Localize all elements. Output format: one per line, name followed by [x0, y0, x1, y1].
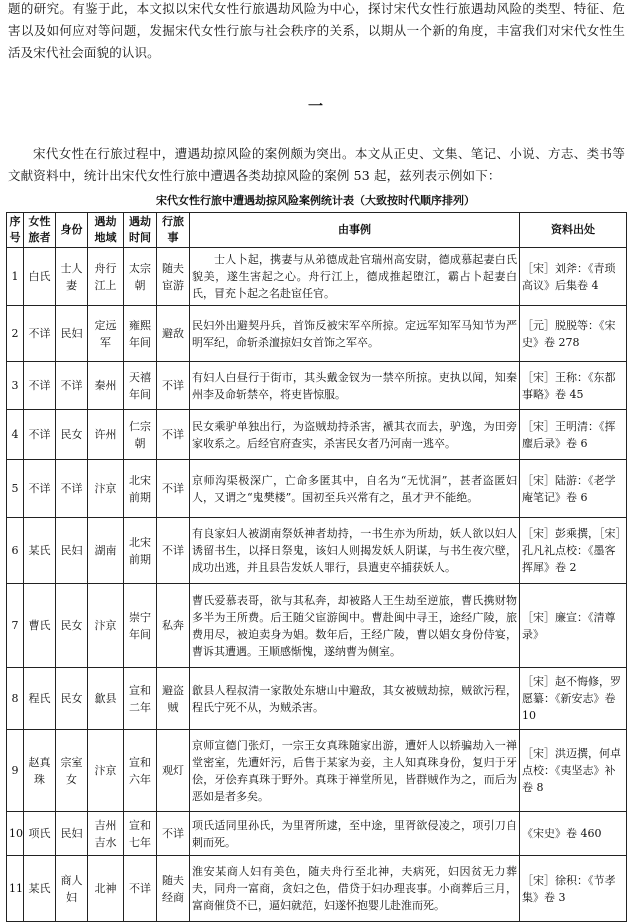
cell-traveler: 不详 [24, 306, 56, 362]
cell-event: 歙县人程叔清一家散处东塘山中避敌，其女被贼劫掠，贼欲污程，程氏宁死不从，为贼杀害。 [190, 668, 520, 730]
table-row [7, 730, 627, 812]
table-row [7, 248, 627, 306]
cell-purpose: 随夫经商 [157, 856, 190, 922]
cell-no: 3 [7, 362, 24, 410]
cell-identity: 不详 [56, 460, 88, 518]
cell-no: 9 [7, 730, 24, 812]
cell-no: 11 [7, 856, 24, 922]
cell-time: 不详 [124, 856, 157, 922]
cell-traveler: 不详 [24, 460, 56, 518]
cell-identity: 民女 [56, 584, 88, 668]
cell-time: 太宗朝 [124, 248, 157, 306]
cell-identity: 不详 [56, 362, 88, 410]
cell-time: 仁宗朝 [124, 410, 157, 460]
cell-region: 歙县 [88, 668, 124, 730]
table-row [7, 584, 627, 668]
cell-region: 汴京 [88, 460, 124, 518]
cell-purpose: 不详 [157, 518, 190, 584]
cell-purpose: 私奔 [157, 584, 190, 668]
cell-traveler: 白氏 [24, 248, 56, 306]
table-caption: 宋代女性行旅中遭遇劫掠风险案例统计表（大致按时代顺序排列） [156, 194, 475, 207]
cell-source: ［宋］廉宣：《清尊录》 [520, 584, 627, 668]
table-row [7, 362, 627, 410]
table-row [7, 306, 627, 362]
cell-time: 北宋前期 [124, 460, 157, 518]
cell-purpose: 不详 [157, 410, 190, 460]
cell-traveler: 项氏 [24, 812, 56, 856]
header-region: 遇劫地域 [88, 213, 124, 248]
cell-purpose: 随夫宦游 [157, 248, 190, 306]
cell-event: 有妇人白昼行于街市，其头戴金钗为一禁卒所掠。吏执以闻，知秦州李及命斩禁卒，将吏皆惊服。 [190, 362, 520, 410]
cell-region: 北神 [88, 856, 124, 922]
cell-purpose: 不详 [157, 460, 190, 518]
header-traveler: 女性旅者 [24, 213, 56, 248]
cell-source: ［宋］王明清：《挥麈后录》卷 6 [520, 410, 627, 460]
cell-event: 有良家妇人被湖南祭妖神者劫持，一书生亦为所劫，妖人欲以妇人诱留书生，以择日祭鬼，该妇人则揭发妖人阴谋，与书生夜穴壁，成功出逃，并且县告发妖人罪行，县遣吏卒捕获妖人。 [190, 518, 520, 584]
cell-time: 宣和二年 [124, 668, 157, 730]
cell-no: 10 [7, 812, 24, 856]
cell-purpose: 不详 [157, 362, 190, 410]
cell-source: ［宋］赵不悔修，罗愿纂：《新安志》卷 10 [520, 668, 627, 730]
cell-traveler: 不详 [24, 410, 56, 460]
cell-no: 2 [7, 306, 24, 362]
cell-identity: 民女 [56, 668, 88, 730]
case-table [6, 212, 627, 922]
table-row [7, 856, 627, 922]
cell-no: 6 [7, 518, 24, 584]
section-paragraph: 宋代女性在行旅过程中，遭遇劫掠风险的案例颇为突出。本文从正史、文集、笔记、小说、方志、类书等文献资料中，统计出宋代女性行旅中遭遇各类劫掠风险的案例 53 起，兹列表示例如下： [8, 146, 625, 183]
cell-time: 北宋前期 [124, 518, 157, 584]
cell-event: 民女乘驴单独出行，为盗贼劫持杀害，褫其衣而去，驴逸，为田旁家收系之。后经官府查实，杀害民女者乃河南一逃卒。 [190, 410, 520, 460]
table-header-row [7, 213, 627, 248]
cell-identity: 士人妻 [56, 248, 88, 306]
cell-region: 许州 [88, 410, 124, 460]
cell-identity: 民妇 [56, 812, 88, 856]
cell-time: 天禧年间 [124, 362, 157, 410]
header-no: 序号 [7, 213, 24, 248]
cell-identity: 民妇 [56, 518, 88, 584]
cell-region: 吉州吉水 [88, 812, 124, 856]
header-identity: 身份 [56, 213, 88, 248]
cell-purpose: 观灯 [157, 730, 190, 812]
cell-traveler: 某氏 [24, 518, 56, 584]
table-row [7, 812, 627, 856]
cell-source: ［宋］王称：《东都事略》卷 45 [520, 362, 627, 410]
cell-event-text: 士人卜起，携妻与从弟德成赴官瑞州高安尉，德成慕起妻白氏貌美，遂生害起之心。舟行江上，德成推起堕江，霸占卜起妻白氏，冒充卜起之名赴宦任官。 [192, 253, 517, 300]
cell-time: 雍熙年间 [124, 306, 157, 362]
header-time: 遇劫时间 [124, 213, 157, 248]
cell-traveler: 赵真珠 [24, 730, 56, 812]
cell-identity: 民妇 [56, 306, 88, 362]
cell-identity: 商人妇 [56, 856, 88, 922]
section-number: 一 [307, 97, 323, 115]
cell-region: 秦州 [88, 362, 124, 410]
cell-time: 宣和七年 [124, 812, 157, 856]
cell-identity: 宗室女 [56, 730, 88, 812]
cell-event: 京师沟渠极深广，亡命多匿其中，自名为“无忧洞”，甚者盗匿妇人，又谓之“鬼樊楼”。国初至兵兴常有之，虽才尹不能绝。 [190, 460, 520, 518]
cell-traveler: 某氏 [24, 856, 56, 922]
cell-event: 淮安某商人妇有美色，随夫舟行至北神，夫病死，妇因贫无力葬夫，同舟一富商，贪妇之色，借贷于妇办理丧事。小商葬后三月，富商催贷不已，逼妇就范，妇遂怀抱婴儿赴淮而死。 [190, 856, 520, 922]
cell-no: 7 [7, 584, 24, 668]
intro-paragraph: 题的研究。有鉴于此，本文拟以宋代女性行旅遇劫风险为中心，探讨宋代女性行旅遇劫风险的类型、特征、危害以及如何应对等问题，发掘宋代女性行旅与社会秩序的关系，以期从一个新的角度，丰富我们对宋代女性生活及宋代社会面貌的认识。 [8, 1, 625, 60]
cell-region: 汴京 [88, 730, 124, 812]
cell-time: 宣和六年 [124, 730, 157, 812]
cell-source: ［宋］洪迈撰，何卓点校：《夷坚志》补卷 8 [520, 730, 627, 812]
cell-source: ［宋］徐积：《节孝集》卷 3 [520, 856, 627, 922]
cell-event: 京师宣德门张灯，一宗王女真珠随家出游，遭奸人以轿骗劫入一禅堂密室，先遭奸污，后售于某家为妾，主人知真珠身份，复归于牙侩，牙侩弃真珠于野外。真珠于禅堂所见，皆群贼作为之，而后为恶如是者多矣。 [190, 730, 520, 812]
cell-purpose: 避盗贼 [157, 668, 190, 730]
cell-no: 4 [7, 410, 24, 460]
cell-region: 定远军 [88, 306, 124, 362]
cell-time: 崇宁年间 [124, 584, 157, 668]
table-row [7, 668, 627, 730]
header-purpose: 行旅事 [157, 213, 190, 248]
cell-source: ［宋］彭乘撰，［宋］孔凡礼点校：《墨客挥犀》卷 2 [520, 518, 627, 584]
table-row [7, 518, 627, 584]
cell-event: 民妇外出避契丹兵，首饰反被宋军卒所掠。定远军知军马知节为严明军纪，命斩杀澶掠妇女首饰之军卒。 [190, 306, 520, 362]
cell-no: 1 [7, 248, 24, 306]
cell-region: 汴京 [88, 584, 124, 668]
cell-purpose: 避敌 [157, 306, 190, 362]
cell-traveler: 程氏 [24, 668, 56, 730]
cell-event [190, 248, 520, 306]
table-row [7, 410, 627, 460]
cell-no: 5 [7, 460, 24, 518]
cell-identity: 民女 [56, 410, 88, 460]
cell-source: 《宋史》卷 460 [520, 812, 627, 856]
cell-event: 项氏适同里孙氏，为里胥所逮，至中途，里胥欲侵凌之，项引刀自刺而死。 [190, 812, 520, 856]
cell-region: 舟行江上 [88, 248, 124, 306]
cell-event: 曹氏爱慕表哥，欲与其私奔，却被路人王生劫至逆旅，曹氏携财物多半为王所费。后王随父宦游闽中。曹赴闽中寻王，途经广陵，旅费用尽，被迫卖身为娼。数年后，王经广陵，曹以娼女身份侍宴，曹诉其遭遇。王顺感惭愧，遂纳曹为侧室。 [190, 584, 520, 668]
cell-source: ［宋］刘斧：《青琐高议》后集卷 4 [520, 248, 627, 306]
cell-source: ［元］脱脱等：《宋史》卷 278 [520, 306, 627, 362]
header-event: 由事例 [190, 213, 520, 248]
cell-source: ［宋］陆游：《老学庵笔记》卷 6 [520, 460, 627, 518]
cell-no: 8 [7, 668, 24, 730]
cell-region: 湖南 [88, 518, 124, 584]
table-row [7, 460, 627, 518]
cell-traveler: 不详 [24, 362, 56, 410]
cell-purpose: 不详 [157, 812, 190, 856]
header-source: 资料出处 [520, 213, 627, 248]
cell-traveler: 曹氏 [24, 584, 56, 668]
